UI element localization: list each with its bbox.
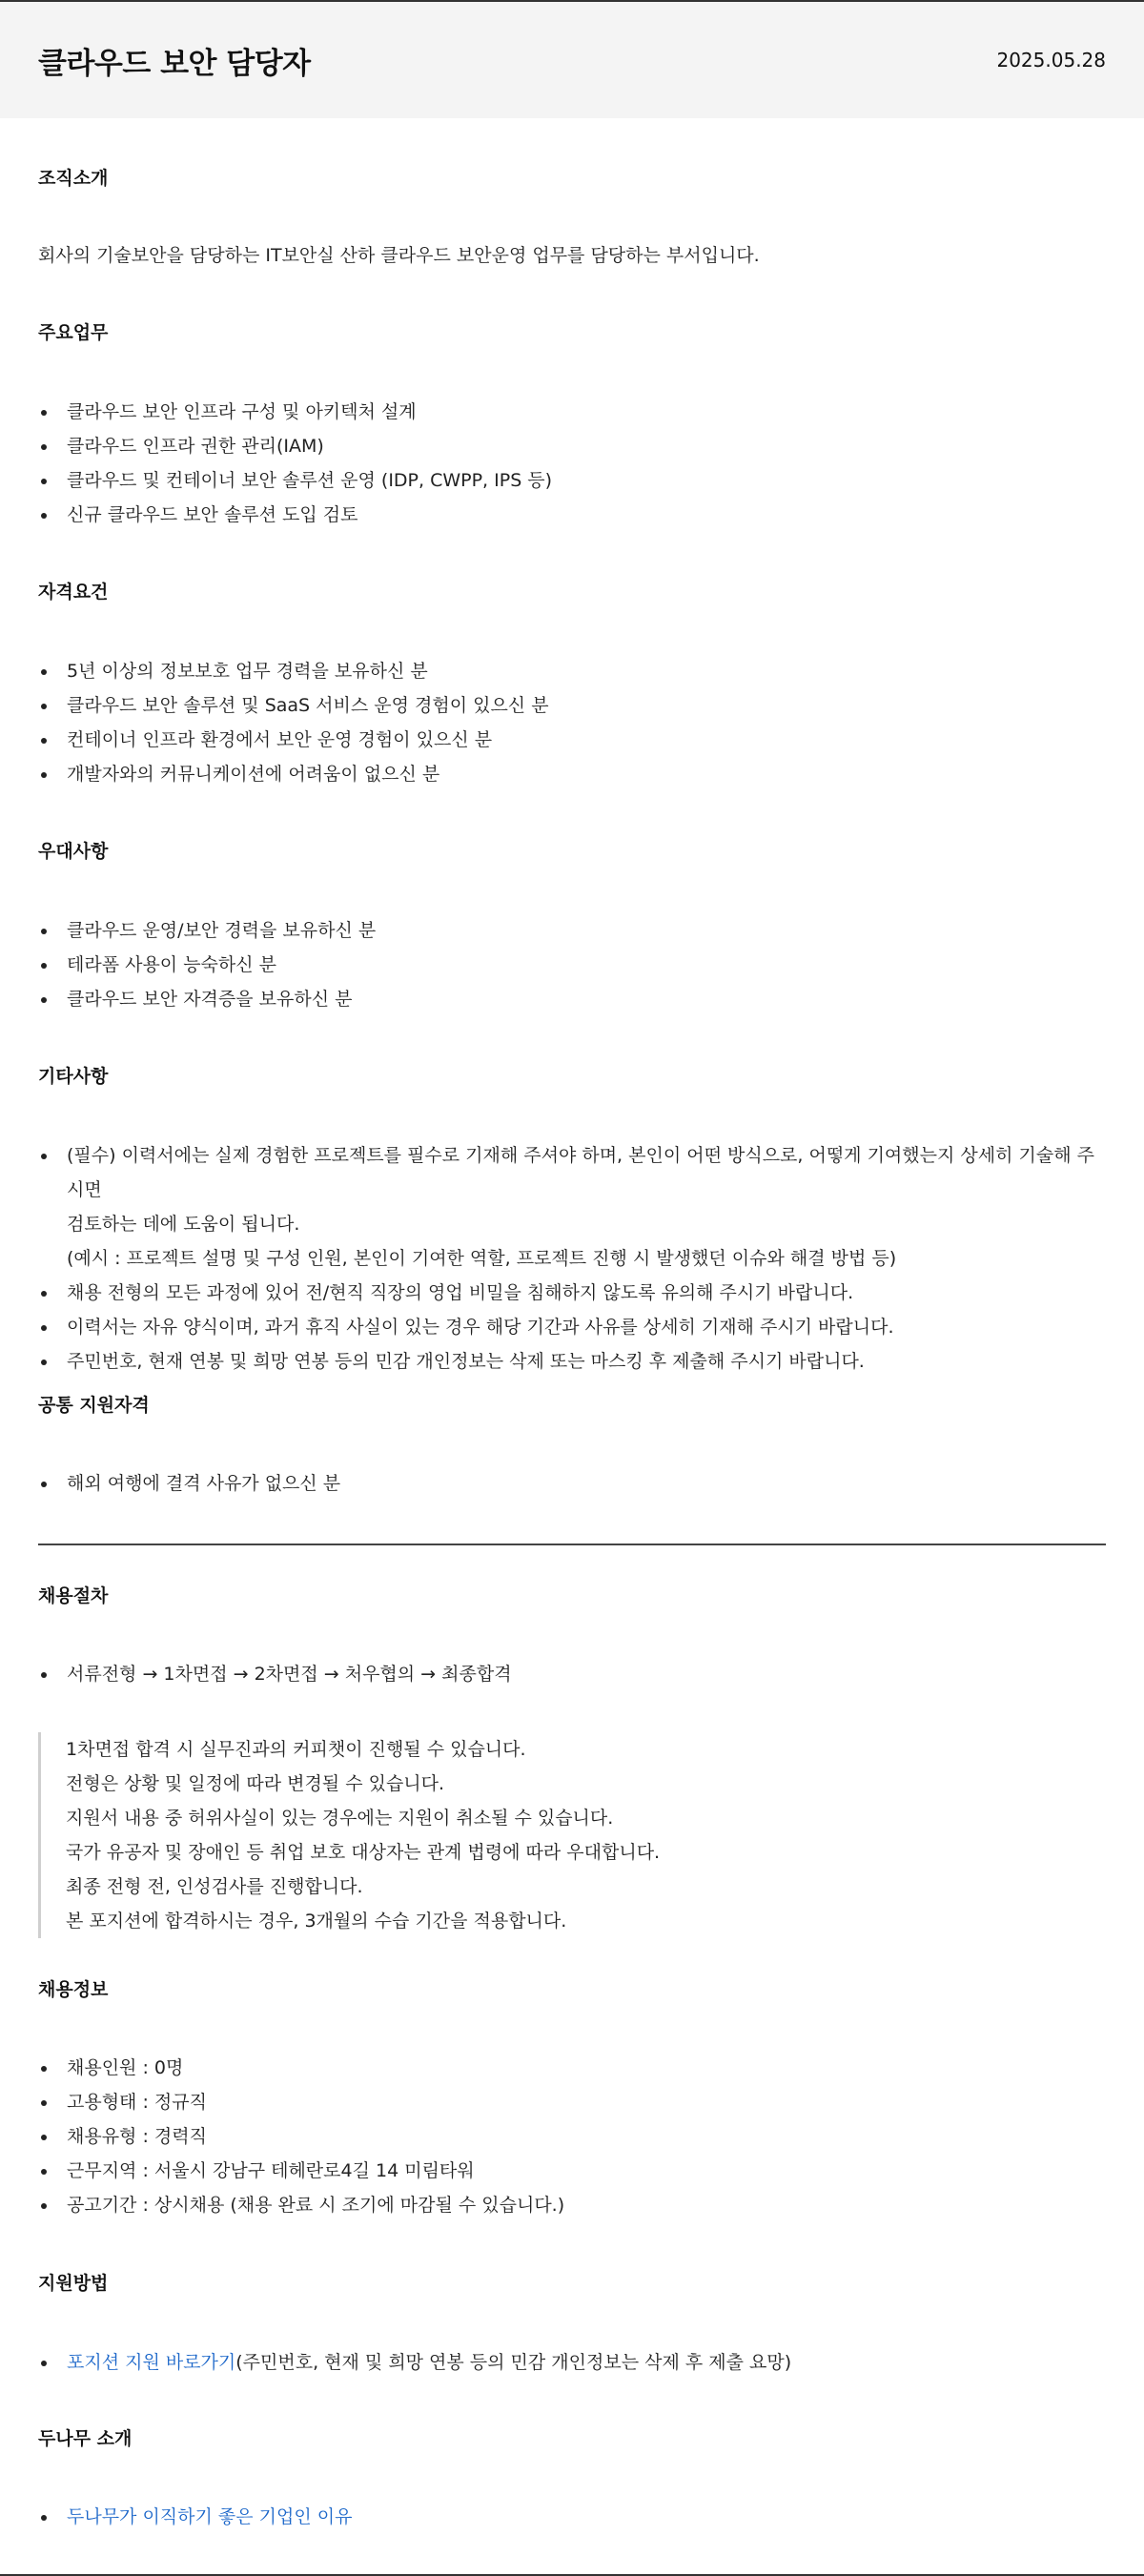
list-item [67, 2500, 1106, 2534]
process-note: 지원서 내용 중 허위사실이 있는 경우에는 지원이 취소될 수 있습니다. [66, 1808, 614, 1829]
qualification-section [38, 583, 1106, 602]
process-note: 국가 유공자 및 장애인 등 취업 보호 대상자는 관계 법령에 따라 우대합니다. [66, 1842, 661, 1863]
list-item: 컨테이너 인프라 환경에서 보안 운영 경험이 있으신 분 [67, 723, 1106, 757]
process-note: 최종 전형 전, 인성검사를 진행합니다. [66, 1876, 363, 1897]
section-title: 자격요건 [38, 582, 109, 603]
list-item: 이력서는 자유 양식이며, 과거 휴직 사실이 있는 경우 해당 기간과 사유를 상세히 기재해 주시기 바랍니다. [67, 1310, 1106, 1344]
list-item: 채용 전형의 모든 과정에 있어 전/현직 직장의 영업 비밀을 침해하지 않도록 유의해 주시기 바랍니다. [67, 1276, 1106, 1310]
section-title: 기타사항 [38, 1066, 109, 1087]
duties-list-block [38, 395, 1106, 532]
list-item: 5년 이상의 정보보호 업무 경력을 보유하신 분 [67, 654, 1106, 688]
page-title: 클라우드 보안 담당자 [38, 46, 311, 81]
section-title: 채용절차 [38, 1585, 109, 1606]
apply-list [38, 2345, 1106, 2380]
process-notes-quote [38, 1732, 1106, 1938]
org-description: 회사의 기술보안을 담당하는 IT보안실 산하 클라우드 보안운영 업무를 담당하는 부서입니다. [38, 245, 760, 266]
preference-list [38, 913, 1106, 1016]
etc-item-line: 검토하는 데에 도움이 됩니다. [67, 1214, 300, 1235]
about-link[interactable]: 두나무가 이직하기 좋은 기업인 이유 [67, 2506, 353, 2527]
etc-item-line: (필수) 이력서에는 실제 경험한 프로젝트를 필수로 기재해 주셔야 하며, 본인이 어떤 방식으로, 어떻게 기여했는지 상세히 기술해 주시면 [67, 1145, 1094, 1200]
section-divider-block [38, 1544, 1106, 1545]
etc-list-block [38, 1138, 1106, 1379]
section-divider [38, 1544, 1106, 1545]
list-item: 채용인원 : 0명 [67, 2051, 1106, 2085]
section-title: 채용정보 [38, 1979, 109, 2000]
process-note: 본 포지션에 합격하시는 경우, 3개월의 수습 기간을 적용합니다. [66, 1911, 567, 1932]
list-item: 클라우드 보안 자격증을 보유하신 분 [67, 982, 1106, 1016]
list-item: 채용유형 : 경력직 [67, 2119, 1106, 2154]
list-item: 클라우드 보안 솔루션 및 SaaS 서비스 운영 경험이 있으신 분 [67, 688, 1106, 723]
list-item: 공고기간 : 상시채용 (채용 완료 시 조기에 마감될 수 있습니다.) [67, 2188, 1106, 2222]
about-list [38, 2500, 1106, 2534]
about-list-block [38, 2500, 1106, 2534]
section-title: 공통 지원자격 [38, 1395, 150, 1416]
posting-date: 2025.05.28 [996, 49, 1106, 72]
list-item: 고용형태 : 정규직 [67, 2085, 1106, 2119]
section-title: 조직소개 [38, 168, 109, 189]
section-title: 지원방법 [38, 2273, 109, 2294]
process-note: 1차면접 합격 시 실무진과의 커피챗이 진행될 수 있습니다. [66, 1739, 526, 1760]
apply-section [38, 2275, 1106, 2293]
duties-list [38, 395, 1106, 532]
section-title: 두나무 소개 [38, 2428, 133, 2449]
list-item: 클라우드 및 컨테이너 보안 솔루션 운영 (IDP, CWPP, IPS 등) [67, 463, 1106, 498]
list-item: 서류전형 → 1차면접 → 2차면접 → 처우협의 → 최종합격 [67, 1657, 1106, 1691]
list-item: 테라폼 사용이 능숙하신 분 [67, 948, 1106, 982]
qualification-list [38, 654, 1106, 791]
org-description-block [38, 247, 1106, 265]
list-item: 해외 여행에 결격 사유가 없으신 분 [67, 1466, 1106, 1501]
process-notes-block [38, 1732, 1106, 1938]
org-section [38, 170, 1106, 188]
process-list [38, 1657, 1106, 1691]
etc-section [38, 1068, 1106, 1086]
list-item [67, 1138, 1106, 1276]
process-list-block [38, 1657, 1106, 1691]
list-item: 개발자와의 커뮤니케이션에 어려움이 없으신 분 [67, 757, 1106, 791]
section-title: 주요업무 [38, 322, 109, 343]
list-item: 주민번호, 현재 연봉 및 희망 연봉 등의 민감 개인정보는 삭제 또는 마스킹 후 제출해 주시기 바랍니다. [67, 1344, 1106, 1379]
about-section [38, 2430, 1106, 2448]
info-section [38, 1981, 1106, 1999]
list-item: 클라우드 인프라 권한 관리(IAM) [67, 429, 1106, 463]
common-section [38, 1397, 1106, 1415]
qualification-list-block [38, 654, 1106, 791]
list-item: 클라우드 운영/보안 경력을 보유하신 분 [67, 913, 1106, 948]
etc-item-example: (예시 : 프로젝트 설명 및 구성 인원, 본인이 기여한 역할, 프로젝트 진행 시 발생했던 이슈와 해결 방법 등) [67, 1248, 897, 1269]
preference-list-block [38, 913, 1106, 1016]
list-item [67, 2345, 1106, 2380]
apply-list-block [38, 2345, 1106, 2380]
apply-note: (주민번호, 현재 및 희망 연봉 등의 민감 개인정보는 삭제 후 제출 요망) [235, 2352, 792, 2373]
list-item: 클라우드 보안 인프라 구성 및 아키텍처 설계 [67, 395, 1106, 429]
common-list-block [38, 1466, 1106, 1501]
duties-section [38, 324, 1106, 342]
preference-section [38, 843, 1106, 861]
process-section [38, 1587, 1106, 1605]
common-list [38, 1466, 1106, 1501]
list-item: 신규 클라우드 보안 솔루션 도입 검토 [67, 498, 1106, 532]
apply-link[interactable]: 포지션 지원 바로가기 [67, 2352, 236, 2373]
info-list-block [38, 2051, 1106, 2222]
info-list [38, 2051, 1106, 2222]
etc-list [38, 1138, 1106, 1379]
list-item: 근무지역 : 서울시 강남구 테헤란로4길 14 미림타워 [67, 2154, 1106, 2188]
process-note: 전형은 상황 및 일정에 따라 변경될 수 있습니다. [66, 1773, 445, 1794]
posting-header [0, 2, 1144, 118]
section-title: 우대사항 [38, 841, 109, 862]
